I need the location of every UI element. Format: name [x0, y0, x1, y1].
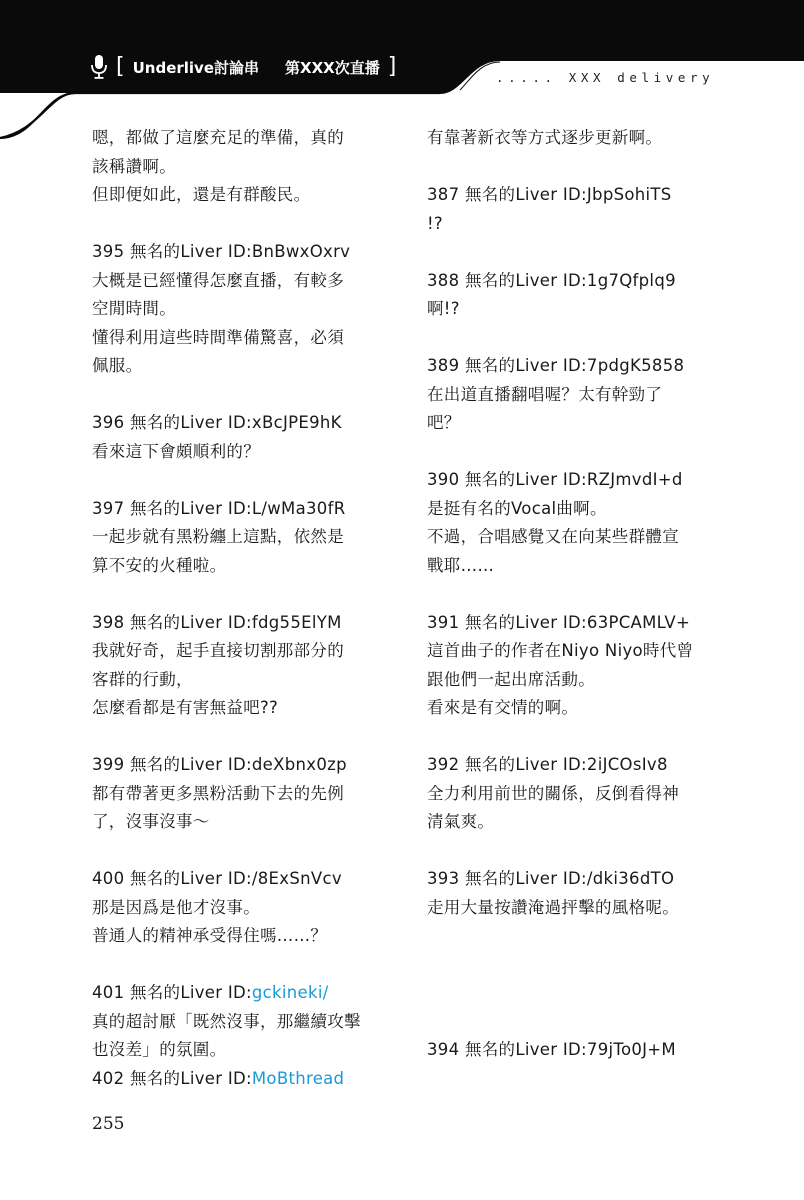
post-header: 390 無名的Liver ID:RZJmvdI+d — [427, 470, 683, 489]
post-header: 394 無名的Liver ID:79jTo0J+M — [427, 1040, 676, 1059]
post-header: 387 無名的Liver ID:JbpSohiTS — [427, 185, 672, 204]
post-text: 也沒差」的氛圍。 — [92, 1040, 227, 1059]
delivery-label: ..... XXX delivery — [496, 70, 715, 85]
post-text: 都有帶著更多黑粉活動下去的先例 — [92, 783, 344, 803]
post-text: 啊!? — [427, 299, 460, 318]
post-header — [92, 979, 382, 1008]
post-text: 走用大量按讚淹過抨擊的風格呢。 — [427, 897, 679, 917]
post-text: !? — [427, 213, 443, 233]
post-id-link[interactable]: gckineki/ — [251, 983, 329, 1002]
post-text: 嗯，都做了這麼充足的準備，真的 — [92, 128, 344, 147]
post-header: 388 無名的Liver ID:1g7Qfplq9 — [427, 270, 676, 290]
post-text: 看來這下會頗順利的？ — [92, 441, 260, 461]
post-text: 吧？ — [427, 413, 461, 432]
post-text: 怎麼看都是有害無益吧?? — [92, 698, 279, 717]
bracket-open: [ — [116, 54, 125, 79]
post-header: 393 無名的Liver ID:/dki36dTO — [427, 869, 675, 888]
bracket-close: ] — [387, 54, 397, 79]
post-text: 了，沒事沒事～ — [92, 812, 210, 831]
post-text: 普通人的精神承受得住嗎……？ — [92, 926, 328, 945]
post-text: 跟他們一起出席活動。 — [427, 669, 595, 689]
page-number: 255 — [92, 1114, 125, 1134]
broadcast-number: 第XXX次直播 — [285, 58, 380, 77]
post-header: 392 無名的Liver ID:2iJCOsIv8 — [427, 755, 668, 774]
post-header: 395 無名的Liver ID:BnBwxOxrv — [92, 242, 351, 261]
header-title-group — [90, 52, 396, 82]
post-header-prefix: 401 無名的Liver ID: — [92, 983, 252, 1002]
post-text: 空閒時間。 — [92, 299, 176, 318]
post-text: 全力利用前世的關係，反倒看得神 — [427, 783, 679, 803]
post-text: 該稱讚啊。 — [92, 156, 176, 176]
post-text: 清氣爽。 — [427, 812, 495, 831]
left-column — [92, 124, 382, 1093]
post-header: 396 無名的Liver ID:xBcJPE9hK — [92, 413, 342, 432]
post-text: 我就好奇，起手直接切割那部分的 — [92, 641, 344, 660]
post-text: 不過，合唱感覺又在向某些群體宣 — [427, 527, 679, 546]
post-header: 397 無名的Liver ID:L/wMa30fR — [92, 498, 346, 518]
post-text: 有靠著新衣等方式逐步更新啊。 — [427, 128, 663, 147]
thread-title: Underlive討論串 — [132, 58, 259, 77]
post-id-link[interactable]: MoBthread — [251, 1068, 345, 1088]
post-header: 400 無名的Liver ID:/8ExSnVcv — [92, 869, 342, 888]
right-column — [427, 124, 712, 1065]
post-text: 看來是有交情的啊。 — [427, 698, 579, 717]
post-header-prefix: 402 無名的Liver ID: — [92, 1068, 252, 1088]
post-header: 398 無名的Liver ID:fdg55ElYM — [92, 612, 342, 632]
post-text: 真的超討厭「既然沒事，那繼續攻擊 — [92, 1011, 361, 1031]
post-header: 391 無名的Liver ID:63PCAMLV+ — [427, 612, 691, 632]
post-text: 但即便如此，還是有群酸民。 — [92, 185, 311, 204]
post-header — [92, 1065, 382, 1094]
post-header: 399 無名的Liver ID:deXbnx0zp — [92, 755, 347, 774]
post-text: 佩服。 — [92, 356, 143, 375]
post-text: 是挺有名的Vocal曲啊。 — [427, 498, 607, 518]
post-text: 戰耶…… — [427, 555, 495, 575]
post-text: 在出道直播翻唱喔？太有幹勁了 — [427, 384, 663, 404]
microphone-icon — [90, 54, 108, 80]
post-text: 算不安的火種啦。 — [92, 555, 227, 575]
post-text: 一起步就有黑粉纏上這點，依然是 — [92, 527, 344, 546]
post-text: 這首曲子的作者在Niyo Niyo時代曾 — [427, 641, 694, 660]
post-text: 懂得利用這些時間準備驚喜，必須 — [92, 327, 344, 347]
post-text: 大概是已經懂得怎麼直播，有較多 — [92, 270, 344, 290]
post-text: 那是因爲是他才沒事。 — [92, 897, 260, 917]
post-header: 389 無名的Liver ID:7pdgK5858 — [427, 356, 685, 375]
post-text: 客群的行動， — [92, 669, 193, 689]
